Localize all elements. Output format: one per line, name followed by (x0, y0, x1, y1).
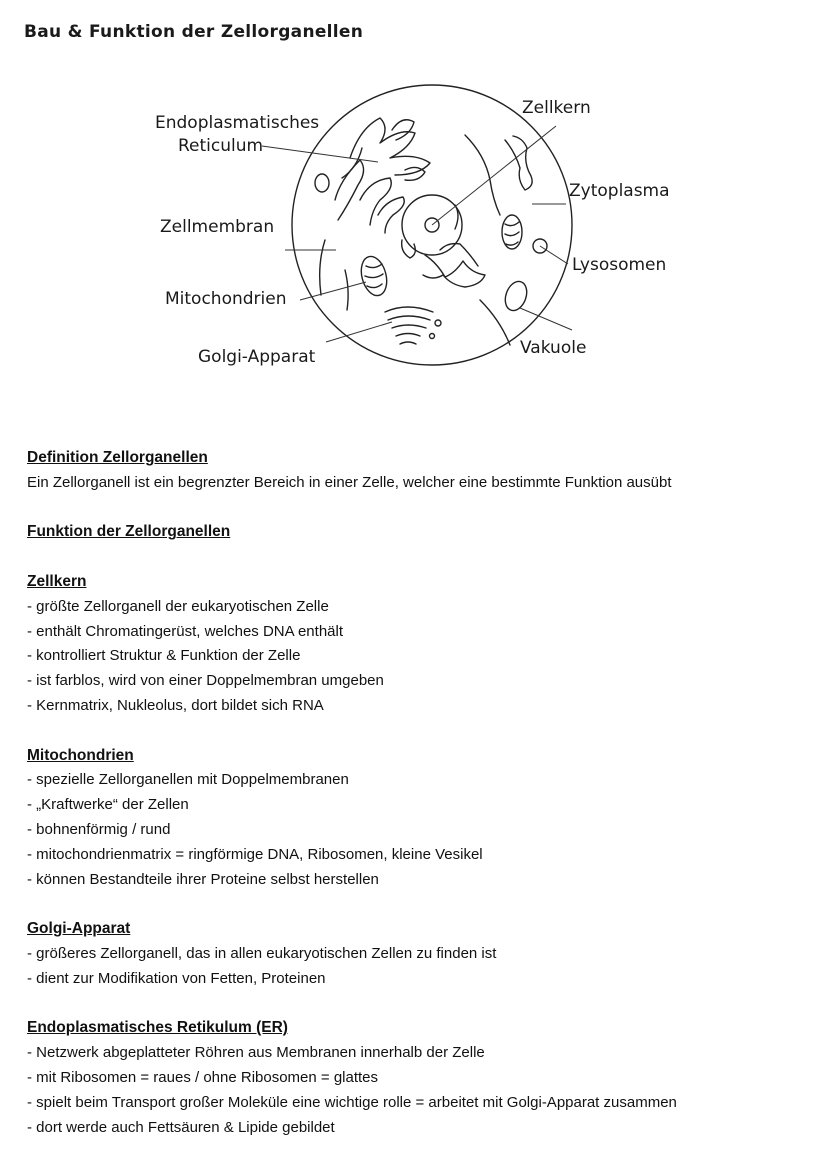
endoplasmic-reticulum (335, 118, 430, 233)
label-lysosomen: Lysosomen (572, 255, 667, 275)
page-title: Bau & Funktion der Zellorganellen (24, 22, 364, 42)
list-item: - Kernmatrix, Nukleolus, dort bildet sich RNA (27, 694, 817, 719)
er-right (402, 205, 485, 287)
list-item: - kontrolliert Struktur & Funktion der Zelle (27, 644, 817, 669)
list-item: - dient zur Modifikation von Fetten, Proteinen (27, 967, 817, 992)
mitochondrion-left (357, 254, 391, 299)
list-item: - Netzwerk abgeplatteter Röhren aus Membranen innerhalb der Zelle (27, 1041, 817, 1066)
section-heading: Endoplasmatisches Retikulum (ER) (27, 1019, 288, 1037)
bullet-list (27, 595, 817, 719)
section-heading: Zellkern (27, 572, 87, 590)
mitochondrion-right (502, 215, 522, 249)
label-zytoplasma: Zytoplasma (569, 181, 670, 201)
label-zellkern: Zellkern (522, 98, 591, 118)
vacuole (501, 278, 530, 313)
list-item: - ist farblos, wird von einer Doppelmembran umgeben (27, 669, 817, 694)
section-zellkern (27, 570, 817, 719)
list-item: - bohnenförmig / rund (27, 818, 817, 843)
golgi-apparatus (385, 307, 441, 344)
definition-text: Ein Zellorganell ist ein begrenzter Bereich in einer Zelle, welcher eine bestimmte Funktion ausübt (27, 473, 672, 491)
bullet-list (27, 942, 817, 992)
list-item: - mit Ribosomen = raues / ohne Ribosomen = glattes (27, 1066, 817, 1091)
funktion-heading: Funktion der Zellorganellen (27, 523, 231, 541)
vesicle-left (315, 174, 329, 192)
definition-heading: Definition Zellorganellen (27, 449, 208, 466)
list-item: - dort werde auch Fettsäuren & Lipide gebildet (27, 1116, 817, 1141)
section-heading: Mitochondrien (27, 746, 134, 764)
label-vakuole: Vakuole (520, 338, 587, 358)
list-item: - enthält Chromatingerüst, welches DNA enthält (27, 620, 817, 645)
document-body (27, 446, 817, 1140)
label-er-line1: Endoplasmatisches (155, 113, 320, 133)
bullet-list (27, 1041, 817, 1140)
list-item: - mitochondrienmatrix = ringförmige DNA, Ribosomen, kleine Vesikel (27, 843, 817, 868)
list-item: - „Kraftwerke“ der Zellen (27, 793, 817, 818)
label-mitochondrien: Mitochondrien (165, 289, 287, 309)
label-zellmembran: Zellmembran (160, 217, 275, 237)
section-heading: Golgi-Apparat (27, 920, 131, 938)
bullet-list (27, 768, 817, 892)
list-item: - spezielle Zellorganellen mit Doppelmembranen (27, 768, 817, 793)
list-item: - spielt beim Transport großer Moleküle eine wichtige rolle = arbeitet mit Golgi-Apparat zusammen (27, 1091, 817, 1116)
label-golgi: Golgi-Apparat (198, 347, 316, 367)
section-er (27, 1016, 817, 1140)
list-item: - können Bestandteile ihrer Proteine selbst herstellen (27, 868, 817, 893)
list-item: - größte Zellorganell der eukaryotischen Zelle (27, 595, 817, 620)
section-mitochondrien (27, 744, 817, 893)
list-item: - größeres Zellorganell, das in allen eukaryotischen Zellen zu finden ist (27, 942, 817, 967)
cell-diagram (0, 0, 828, 420)
label-er-line2: Reticulum (178, 136, 264, 156)
section-golgi (27, 917, 817, 991)
